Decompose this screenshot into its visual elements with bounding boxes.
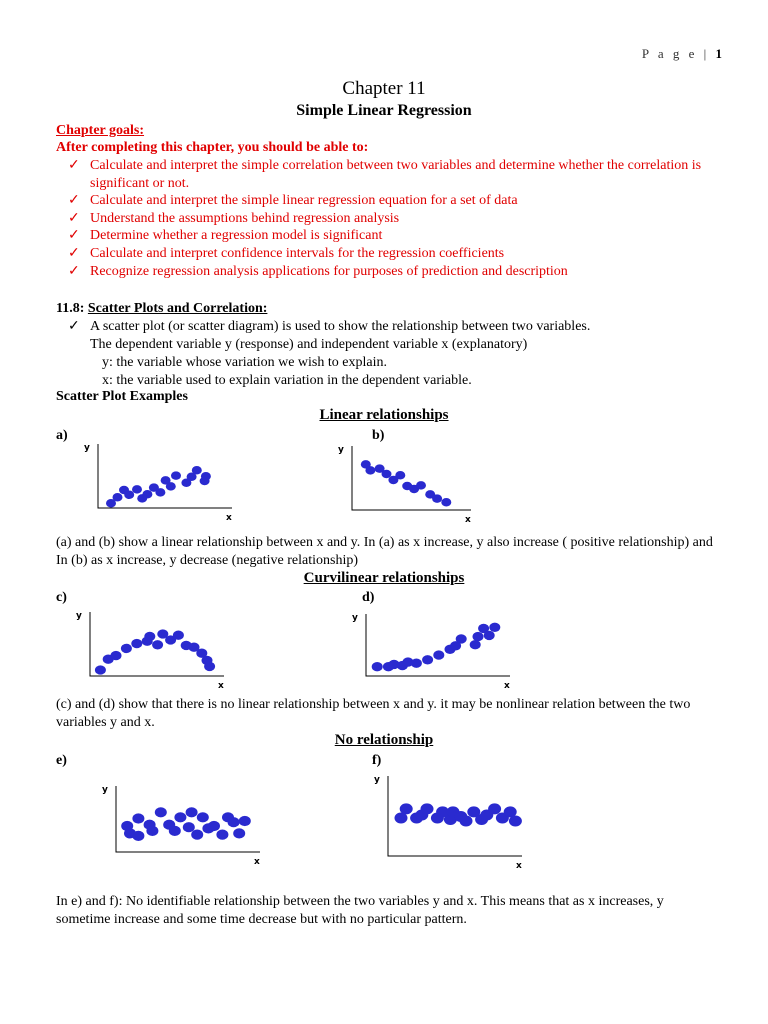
goal-item <box>56 210 716 228</box>
curvilinear-heading: Curvilinear relationships <box>303 570 465 586</box>
x-axis-label: x <box>226 513 232 523</box>
goals-list <box>56 157 716 280</box>
section-number: 11.8: <box>56 301 85 316</box>
scatter-point <box>113 493 123 502</box>
goal-item <box>56 263 716 281</box>
scatter-point <box>228 817 240 827</box>
scatter-point <box>204 662 215 671</box>
x-axis-label: x <box>254 857 260 867</box>
section-line-4: x: the variable used to explain variation in the dependent variable. <box>102 372 472 388</box>
scatter-point <box>132 813 144 823</box>
goals-intro: After completing this chapter, you should be able to: <box>56 140 369 155</box>
chapter-title: Chapter 11 <box>342 78 426 99</box>
y-axis-label: y <box>76 611 82 621</box>
check-icon: ✓ <box>68 210 80 226</box>
section-bullet <box>56 318 716 336</box>
check-icon: ✓ <box>68 245 80 261</box>
scatter-plot-a <box>84 440 238 523</box>
scatter-point <box>488 803 501 814</box>
scatter-point <box>183 822 195 832</box>
section-line-2: The dependent variable y (response) and independent variable x (explanatory) <box>90 336 528 352</box>
goal-text: Calculate and interpret the simple linear regression equation for a set of data <box>90 193 518 209</box>
scatter-point <box>169 826 181 836</box>
scatter-point <box>400 803 413 814</box>
scatter-point <box>395 471 405 480</box>
y-axis-label: y <box>102 785 108 795</box>
scatter-point <box>411 659 422 668</box>
no-relationship-caption: In e) and f): No identifiable relationship between the two variables y and x. This means that as x increases, y sometime increase and some time decrease but with no particular pattern. <box>56 894 664 927</box>
goal-text: Understand the assumptions behind regression analysis <box>90 210 400 226</box>
label-b: b) <box>372 428 385 443</box>
scatter-point <box>173 631 184 640</box>
scatter-point <box>239 816 251 826</box>
y-axis-label: y <box>84 443 90 453</box>
check-icon: ✓ <box>68 158 80 173</box>
check-icon: ✓ <box>68 228 80 244</box>
scatter-point <box>155 807 167 817</box>
scatter-point <box>146 826 158 836</box>
scatter-point <box>121 644 132 653</box>
scatter-point <box>441 498 451 507</box>
y-axis-label: y <box>338 445 344 455</box>
x-axis-label: x <box>516 861 522 871</box>
linear-caption: (a) and (b) show a linear relationship between x and y. In (a) as x increase, y also increase ( positive relationship) and In (b) as x increase, y decrease (negative relationship) <box>56 535 713 568</box>
scatter-point <box>155 488 165 497</box>
scatter-point <box>416 481 426 490</box>
scatter-plot-c <box>64 610 234 692</box>
check-icon: ✓ <box>68 319 80 334</box>
scatter-point <box>174 812 186 822</box>
scatter-point <box>372 662 383 671</box>
check-icon: ✓ <box>68 263 80 279</box>
scatter-point <box>171 471 181 480</box>
chapter-subtitle: Simple Linear Regression <box>296 102 472 119</box>
scatter-point <box>201 472 211 481</box>
scatter-point <box>432 494 442 503</box>
scatter-point <box>208 821 220 831</box>
scatter-plot-e <box>90 780 265 865</box>
goal-text: Recognize regression analysis applications for purposes of prediction and description <box>90 263 568 279</box>
scatter-point <box>95 665 106 674</box>
page-number: 1 <box>715 46 722 61</box>
scatter-plot-f <box>360 770 535 875</box>
scatter-point <box>197 812 209 822</box>
label-a: a) <box>56 428 68 443</box>
page-separator: | <box>697 46 716 61</box>
scatter-point <box>421 803 434 814</box>
section-body <box>56 318 716 390</box>
y-axis-label: y <box>352 613 358 623</box>
x-axis-label: x <box>465 515 471 525</box>
label-e: e) <box>56 753 67 768</box>
scatter-point <box>131 639 142 648</box>
scatter-plot-b <box>336 442 476 525</box>
no-relationship-heading: No relationship <box>334 732 434 748</box>
scatter-point <box>433 650 444 659</box>
curvilinear-caption: (c) and (d) show that there is no linear relationship between x and y. it may be nonlinear relation between the two variables y and x. <box>56 697 691 730</box>
goal-item <box>56 157 716 192</box>
scatter-plot-d <box>344 612 524 692</box>
scatter-point <box>365 466 375 475</box>
x-axis-label: x <box>504 681 510 691</box>
examples-heading: Scatter Plot Examples <box>56 389 188 404</box>
goal-text: Determine whether a regression model is significant <box>90 228 383 244</box>
goals-heading: Chapter goals: <box>56 123 145 138</box>
goal-item <box>56 227 716 245</box>
scatter-point <box>132 831 144 841</box>
section-line-3: y: the variable whose variation we wish to explain. <box>102 354 387 370</box>
section-bullet-text: A scatter plot (or scatter diagram) is used to show the relationship between two variables. <box>90 319 591 334</box>
scatter-point <box>489 623 500 632</box>
scatter-point <box>111 651 122 660</box>
section-bullets <box>56 318 716 336</box>
page-word: P a g e <box>641 46 698 61</box>
label-f: f) <box>372 753 382 768</box>
scatter-point <box>152 640 163 649</box>
scatter-point <box>456 634 467 643</box>
scatter-point <box>132 485 142 494</box>
linear-heading: Linear relationships <box>319 407 449 423</box>
scatter-point <box>186 807 198 817</box>
scatter-point <box>473 632 484 641</box>
scatter-point <box>509 815 522 826</box>
goal-item <box>56 192 716 210</box>
scatter-point <box>191 830 203 840</box>
x-axis-label: x <box>218 681 224 691</box>
goal-text: Calculate and interpret the simple correlation between two variables and determine whether the correlation is significant or not. <box>90 158 702 191</box>
scatter-point <box>470 640 481 649</box>
section-heading <box>56 301 267 317</box>
section-title: Scatter Plots and Correlation: <box>87 301 268 316</box>
scatter-point <box>142 490 152 499</box>
label-d: d) <box>362 590 375 605</box>
scatter-point <box>233 828 245 838</box>
axis-lines <box>352 446 471 510</box>
goal-item <box>56 245 716 263</box>
scatter-point <box>124 491 134 500</box>
page-number-header <box>642 46 722 62</box>
label-c: c) <box>56 590 67 605</box>
scatter-point <box>144 632 155 641</box>
goal-text: Calculate and interpret confidence intervals for the regression coefficients <box>90 245 505 261</box>
scatter-point <box>484 631 495 640</box>
scatter-point <box>422 655 433 664</box>
scatter-point <box>460 815 473 826</box>
scatter-point <box>216 830 228 840</box>
scatter-point <box>192 466 202 475</box>
scatter-point <box>166 482 176 491</box>
y-axis-label: y <box>374 775 380 785</box>
check-icon: ✓ <box>68 193 80 209</box>
